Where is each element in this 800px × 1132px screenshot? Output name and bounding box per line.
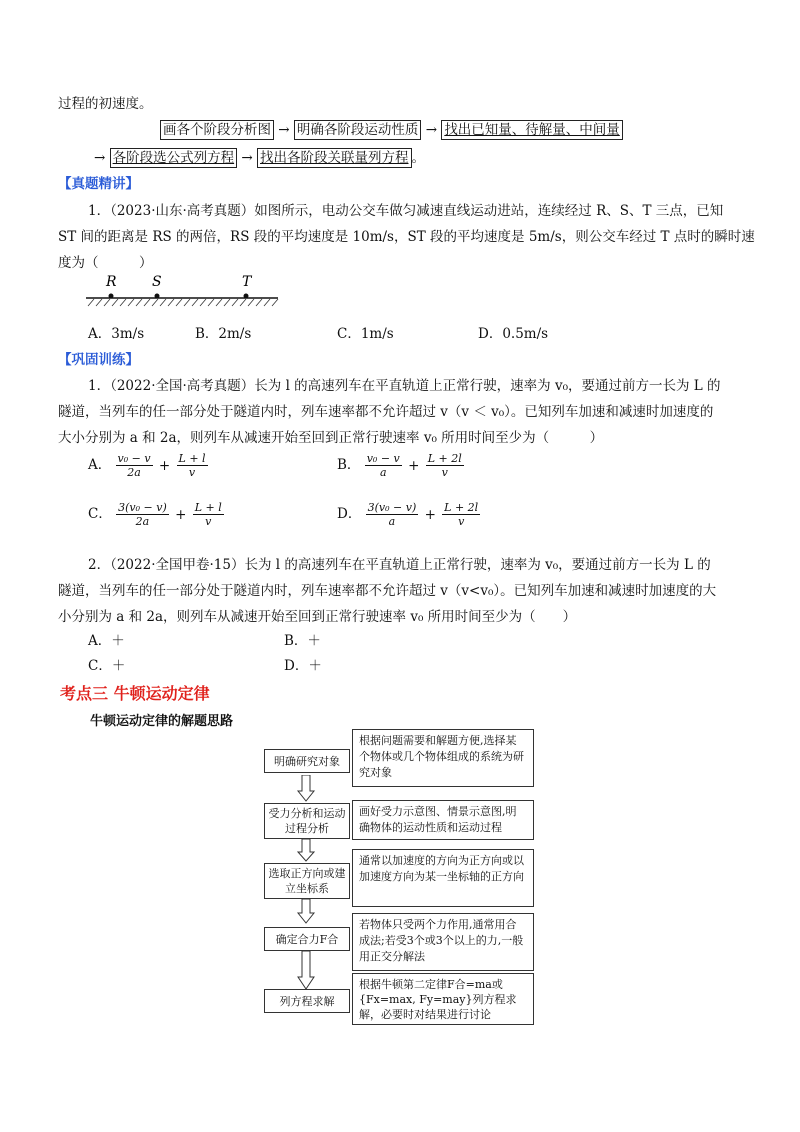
arrow-right-icon: → [241, 150, 253, 166]
tq1-line2: 隧道，当列车的任一部分处于隧道内时，列车速率都不允许超过 v（v ＜ v₀）。已知列车加速和减速时加速度的 [58, 404, 714, 420]
flow-step-1: 画各个阶段分析图 [160, 120, 274, 140]
road-figure [82, 272, 282, 312]
label-r: R [106, 274, 117, 290]
flow-step-4: 各阶段选公式列方程 [110, 148, 238, 168]
q1-option-b: B．2m/s [195, 326, 252, 342]
tq2-line2: 隧道，当列车的任一部分处于隧道内时，列车速率都不允许超过 v（v<v₀）。已知列车加速和减速时加速度的大 [58, 583, 717, 599]
flow-step-5: 找出各阶段关联量列方程 [257, 148, 412, 168]
flow-row-1 [160, 120, 623, 140]
arrow-right-icon: → [425, 122, 438, 138]
step-box-5: 列方程求解 [264, 989, 350, 1013]
q1-option-c: C．1m/s [337, 326, 394, 342]
step-desc-1: 根据问题需要和解题方便,选择某个物体或几个物体组成的系统为研究对象 [352, 729, 534, 787]
q1-line2: ST 间的距离是 RS 的两倍，RS 段的平均速度是 10m/s，ST 段的平均速度是 5m/s，则公交车经过 T 点时的瞬时速 [58, 229, 755, 245]
ground-hatch [88, 299, 278, 306]
tq1-line1: 1．（2022·全国·高考真题）长为 l 的高速列车在平直轨道上正常行驶，速率为 v₀，要通过前方一长为 L 的 [88, 378, 721, 394]
flow-step-3: 找出已知量、待解量、中间量 [441, 120, 623, 140]
tq1-option-a: A． $\frac{\text{v₀ − v}}{2a}$ + $\frac{L + l}{v}$ [88, 452, 206, 479]
q1-option-a: A．3m/s [88, 326, 145, 342]
label-s: S [152, 274, 162, 290]
flow-row-2 [94, 146, 425, 168]
tq1-option-d: D． $\frac{\text{3(v₀ − v)}}{a}$ + $\frac{L + 2l}{v}$ [337, 501, 479, 528]
flow-step-2: 明确各阶段运动性质 [294, 120, 422, 140]
down-arrow-icon [296, 951, 316, 991]
label-t: T [242, 274, 252, 290]
q1-line3: 度为（ ） [58, 255, 153, 271]
q1-line1: 1．（2023·山东·高考真题）如图所示，电动公交车做匀减速直线运动进站，连续经过 R、S、T 三点，已知 [88, 203, 724, 219]
step-desc-5: 根据牛顿第二定律F合=ma或{Fx=max, Fy=may}列方程求解，必要时对结果进行讨论 [352, 973, 534, 1025]
step-box-2: 受力分析和运动过程分析 [264, 803, 350, 839]
down-arrow-icon [296, 899, 316, 925]
tq2-line3: 小分别为 a 和 2a，则列车从减速开始至回到正常行驶速率 v₀ 所用时间至少为（ ） [58, 609, 577, 625]
section-heading-train: 【巩固训练】 [58, 352, 139, 368]
step-box-4: 确定合力F合 [264, 927, 350, 951]
newton-flowchart [258, 725, 538, 1025]
q1-option-d: D．0.5m/s [478, 326, 549, 342]
tq2-option-a: A．＋ [88, 633, 125, 649]
tq2-line1: 2．（2022·全国甲卷·15）长为 l 的高速列车在平直轨道上正常行驶，速率为 v₀，要通过前方一长为 L 的 [88, 557, 711, 573]
intro-text: 过程的初速度。 [58, 96, 153, 112]
step-desc-3: 通常以加速度的方向为正方向或以加速度方向为某一坐标轴的正方向 [352, 849, 534, 907]
down-arrow-icon [296, 775, 316, 803]
tq2-option-d: D．＋ [284, 658, 322, 674]
down-arrow-icon [296, 839, 316, 863]
step-desc-2: 画好受力示意图、情景示意图,明确物体的运动性质和运动过程 [352, 800, 534, 840]
flow-end: 。 [411, 150, 426, 166]
section-heading-newton: 考点三 牛顿运动定律 [60, 684, 210, 703]
tq1-option-b: B． $\frac{\text{v₀ − v}}{a}$ + $\frac{L + 2l}{v}$ [337, 452, 462, 479]
tq1-option-c: C． $\frac{\text{3(v₀ − v)}}{2a}$ + $\frac{L + l}{v}$ [88, 501, 222, 528]
arrow-right-icon: → [278, 122, 290, 138]
step-box-1: 明确研究对象 [264, 749, 350, 773]
step-box-3: 选取正方向或建立坐标系 [264, 863, 350, 899]
tq1-line3: 大小分别为 a 和 2a，则列车从减速开始至回到正常行驶速率 v₀ 所用时间至少为（ ） [58, 430, 604, 446]
step-desc-4: 若物体只受两个力作用,通常用合成法;若受3个或3个以上的力,一般用正交分解法 [352, 913, 534, 971]
newton-subheading: 牛顿运动定律的解题思路 [90, 714, 234, 729]
tq2-option-b: B．＋ [284, 633, 321, 649]
arrow-right-icon: → [94, 150, 106, 166]
tq2-option-c: C．＋ [88, 658, 126, 674]
section-heading-real: 【真题精讲】 [58, 176, 139, 192]
